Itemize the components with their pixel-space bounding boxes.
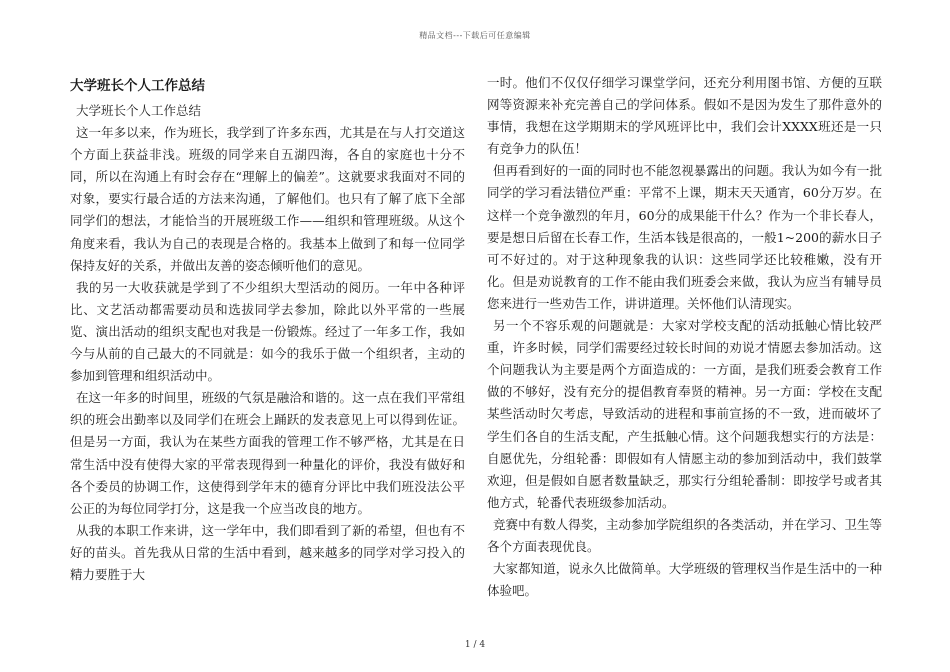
right-column (487, 72, 882, 602)
left-column (70, 72, 465, 586)
paragraph: 但再看到好的一面的同时也不能忽视暴露出的问题。我认为如今有一批同学的学习看法错位严重：平常不上课，期末天天通宵，60分万岁。在这样一个竞争激烈的年月，60分的成果能干什么？作为一个非长春人，要是想日后留在长春工作，生活本钱是很高的，一般1~200的薪水日子可不好过的。对于这种现象我的认识：这些同学还比较稚嫩，没有开化。但是劝说教育的工作不能由我们班委会来做，我认为应当有辅导员您来进行一些劝告工作，讲讲道理。关怀他们认清现实。 (487, 163, 882, 311)
paragraph: 大家都知道，说永久比做简单。大学班级的管理权当作是生活中的一种体验吧。 (487, 561, 882, 599)
paragraph-continued: 一时。他们不仅仅仔细学习课堂学问，还充分利用图书馆、方便的互联网等资源来补充完善自己的学问体系。假如不是因为发生了那件意外的事情，我想在这学期期末的学风班评比中，我们会计XXXX班还是一只有竞争力的队伍！ (487, 75, 882, 157)
document-title: 大学班长个人工作总结 (70, 78, 205, 94)
page-number: 1 / 4 (464, 640, 486, 650)
paragraph: 在这一年多的时间里，班级的气氛是融洽和谐的。这一点在我们平常组织的班会出勤率以及同学们在班会上踊跃的发表意见上可以得到佐证。但是另一方面，我认为在某些方面我的管理工作不够严格，尤其是在日常生活中没有使得大家的平常表现得到一种量化的评价，我没有做好和各个委员的协调工作，这使得到学年末的德育分评比中我们班没法公平公正的为每位同学打分，这是我一个应当改良的地方。 (70, 390, 465, 516)
paragraph: 这一年多以来，作为班长，我学到了许多东西，尤其是在与人打交道这个方面上获益非浅。班级的同学来自五湖四海，各自的家庭也十分不同，所以在沟通上有时会存在“理解上的偏差”。这就要求我面对不同的对象，要实行最合适的方法来沟通，了解他们。也只有了解了底下全部同学们的想法，才能恰当的开展班级工作——组织和管理班级。从这个角度来看，我认为自己的表现是合格的。我基本上做到了和每一位同学保持友好的关系，并做出友善的姿态倾听他们的意见。 (70, 125, 465, 273)
page-header: 精品文档---下载后可任意编辑 (419, 31, 531, 40)
paragraph: 竞赛中有数人得奖，主动参加学院组织的各类活动，并在学习、卫生等各个方面表现优良。 (487, 516, 882, 554)
document-subtitle: 大学班长个人工作总结 (76, 103, 202, 118)
paragraph: 我的另一大收获就是学到了不少组织大型活动的阅历。一年中各种评比、文艺活动都需要动员和选拔同学去参加，除此以外平常的一些展览、演出活动的组织支配也对我是一份锻炼。经过了一年多工作，我如今与从前的自己最大的不同就是：如今的我乐于做一个组织者，主动的参加到管理和组织活动中。 (70, 279, 465, 384)
paragraph: 从我的本职工作来讲，这一学年中，我们即看到了新的希望，但也有不好的苗头。首先我从日常的生活中看到，越来越多的同学对学习投入的精力要胜于大 (70, 522, 465, 582)
paragraph: 另一个不容乐观的问题就是：大家对学校支配的活动抵触心情比较严重，许多时候，同学们需要经过较长时间的劝说才情愿去参加活动。这个问题我认为主要是两个方面造成的：一方面，是我们班委会教育工作做的不够好，没有充分的提倡教育奉贤的精神。另一方面：学校在支配某些活动时欠考虑，导致活动的进程和事前宣扬的不一致，进而破坏了学生们各自的生活支配，产生抵触心情。这个问题我想实行的方法是：自愿优先，分组轮番：即假如有人情愿主动的参加到活动中，我们鼓掌欢迎，但是假如自愿者数量缺乏，那实行分组轮番制：即按学号或者其他方式，轮番代表班级参加活动。 (487, 318, 882, 510)
